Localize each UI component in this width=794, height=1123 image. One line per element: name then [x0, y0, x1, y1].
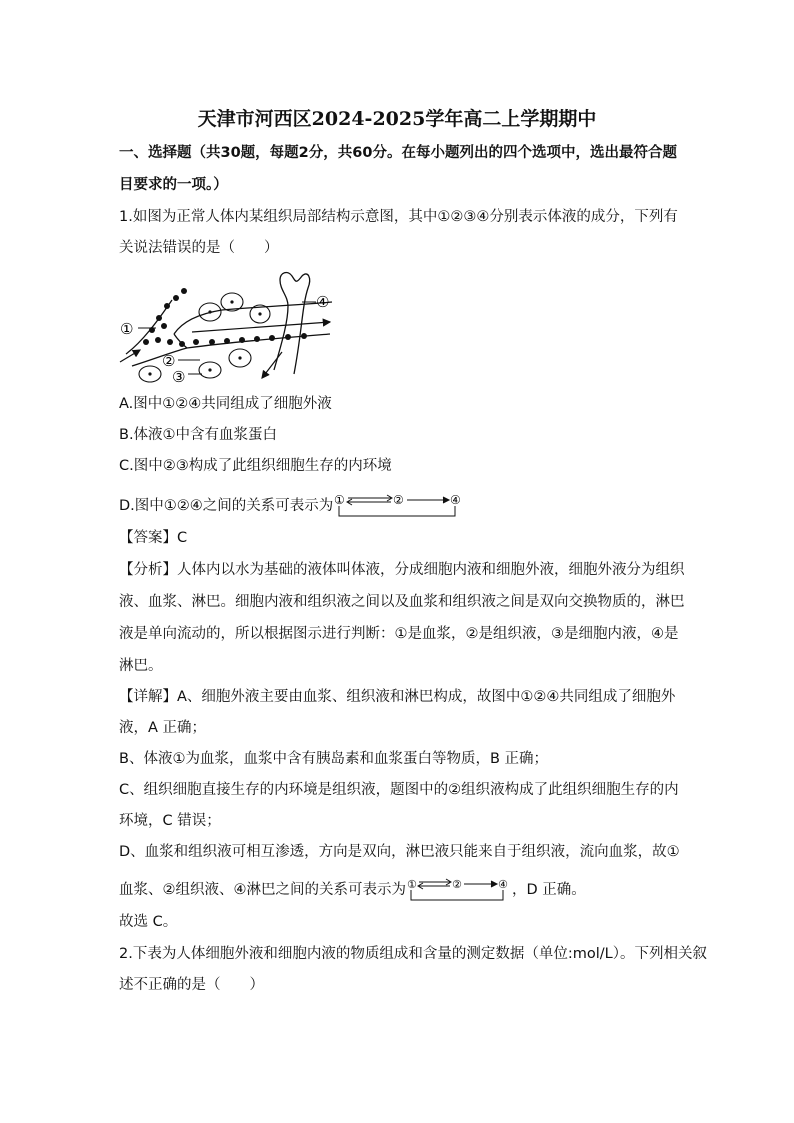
flow-label-2: ②	[393, 493, 405, 507]
diagram-label-1: ①	[120, 320, 134, 338]
q1-detail-line1: 【详解】A、细胞外液主要由血浆、组织液和淋巴构成，故图中①②④共同组成了细胞外	[119, 689, 676, 705]
q1-detail-line2: 液，A 正确；	[119, 720, 207, 736]
q2-stem-line2: 述不正确的是（ ）	[119, 977, 264, 993]
document-title: 天津市河西区2024-2025学年高二上学期期中	[197, 108, 597, 130]
q1-detail-line7	[119, 876, 586, 904]
q1-detail-line3: B、体液①为血浆，血浆中含有胰岛素和血浆蛋白等物质，B 正确；	[119, 751, 549, 767]
flow-diagram-detail	[406, 876, 512, 904]
q1-detail-line7-suffix: ，D 正确。	[512, 882, 586, 898]
q1-option-b: B.体液①中含有血浆蛋白	[119, 427, 278, 443]
q1-detail-line6: D、血浆和组织液可相互渗透，方向是双向，淋巴液只能来自于组织液，流向血浆，故①	[119, 844, 680, 860]
diagram-label-3: ③	[172, 368, 186, 386]
q1-answer: 【答案】C	[119, 530, 188, 546]
section-heading-line1: 一、选择题（共30题，每题2分，共60分。在每小题列出的四个选项中，选出最符合题	[119, 145, 677, 161]
section-heading-line2: 目要求的一项。）	[119, 177, 228, 193]
q1-analysis-line1: 【分析】人体内以水为基础的液体叫体液，分成细胞内液和细胞外液，细胞外液分为组织	[119, 562, 685, 578]
q1-detail-line5: 环境，C 错误；	[119, 813, 221, 829]
detail-flow-label-2: ②	[452, 878, 462, 891]
q1-stem-line2: 关说法错误的是（ ）	[119, 240, 279, 256]
tissue-structure-diagram	[112, 262, 344, 386]
q1-option-c: C.图中②③构成了此组织细胞生存的内环境	[119, 458, 392, 474]
q1-detail-line4: C、组织细胞直接生存的内环境是组织液，题图中的②组织液构成了此组织细胞生存的内	[119, 782, 679, 798]
flow-label-1: ①	[334, 493, 346, 507]
flow-diagram-option-d	[333, 492, 465, 520]
q2-stem-line1: 2.下表为人体细胞外液和细胞内液的物质组成和含量的测定数据（单位:mol/L）。下列相关叙	[119, 946, 707, 962]
q1-option-a: A.图中①②④共同组成了细胞外液	[119, 396, 332, 412]
q1-analysis-line3: 液是单向流动的，所以根据图示进行判断：①是血浆，②是组织液，③是细胞内液，④是	[119, 626, 679, 642]
flow-label-4: ④	[450, 493, 462, 507]
diagram-label-4: ④	[316, 293, 330, 311]
q1-option-d-text: D.图中①②④之间的关系可表示为	[119, 498, 334, 514]
q1-stem-line1: 1.如图为正常人体内某组织局部结构示意图，其中①②③④分别表示体液的成分，下列有	[119, 209, 678, 225]
detail-flow-label-4: ④	[498, 878, 508, 891]
q1-conclusion: 故选 C。	[119, 914, 178, 930]
detail-flow-label-1: ①	[407, 878, 417, 891]
q1-detail-line7-prefix: 血浆、②组织液、④淋巴之间的关系可表示为	[119, 882, 406, 898]
q1-analysis-line4: 淋巴。	[119, 658, 163, 674]
q1-option-d	[119, 492, 465, 520]
q1-analysis-line2: 液、血浆、淋巴。细胞内液和组织液之间以及血浆和组织液之间是双向交换物质的，淋巴	[119, 594, 685, 610]
diagram-label-2: ②	[162, 352, 176, 370]
